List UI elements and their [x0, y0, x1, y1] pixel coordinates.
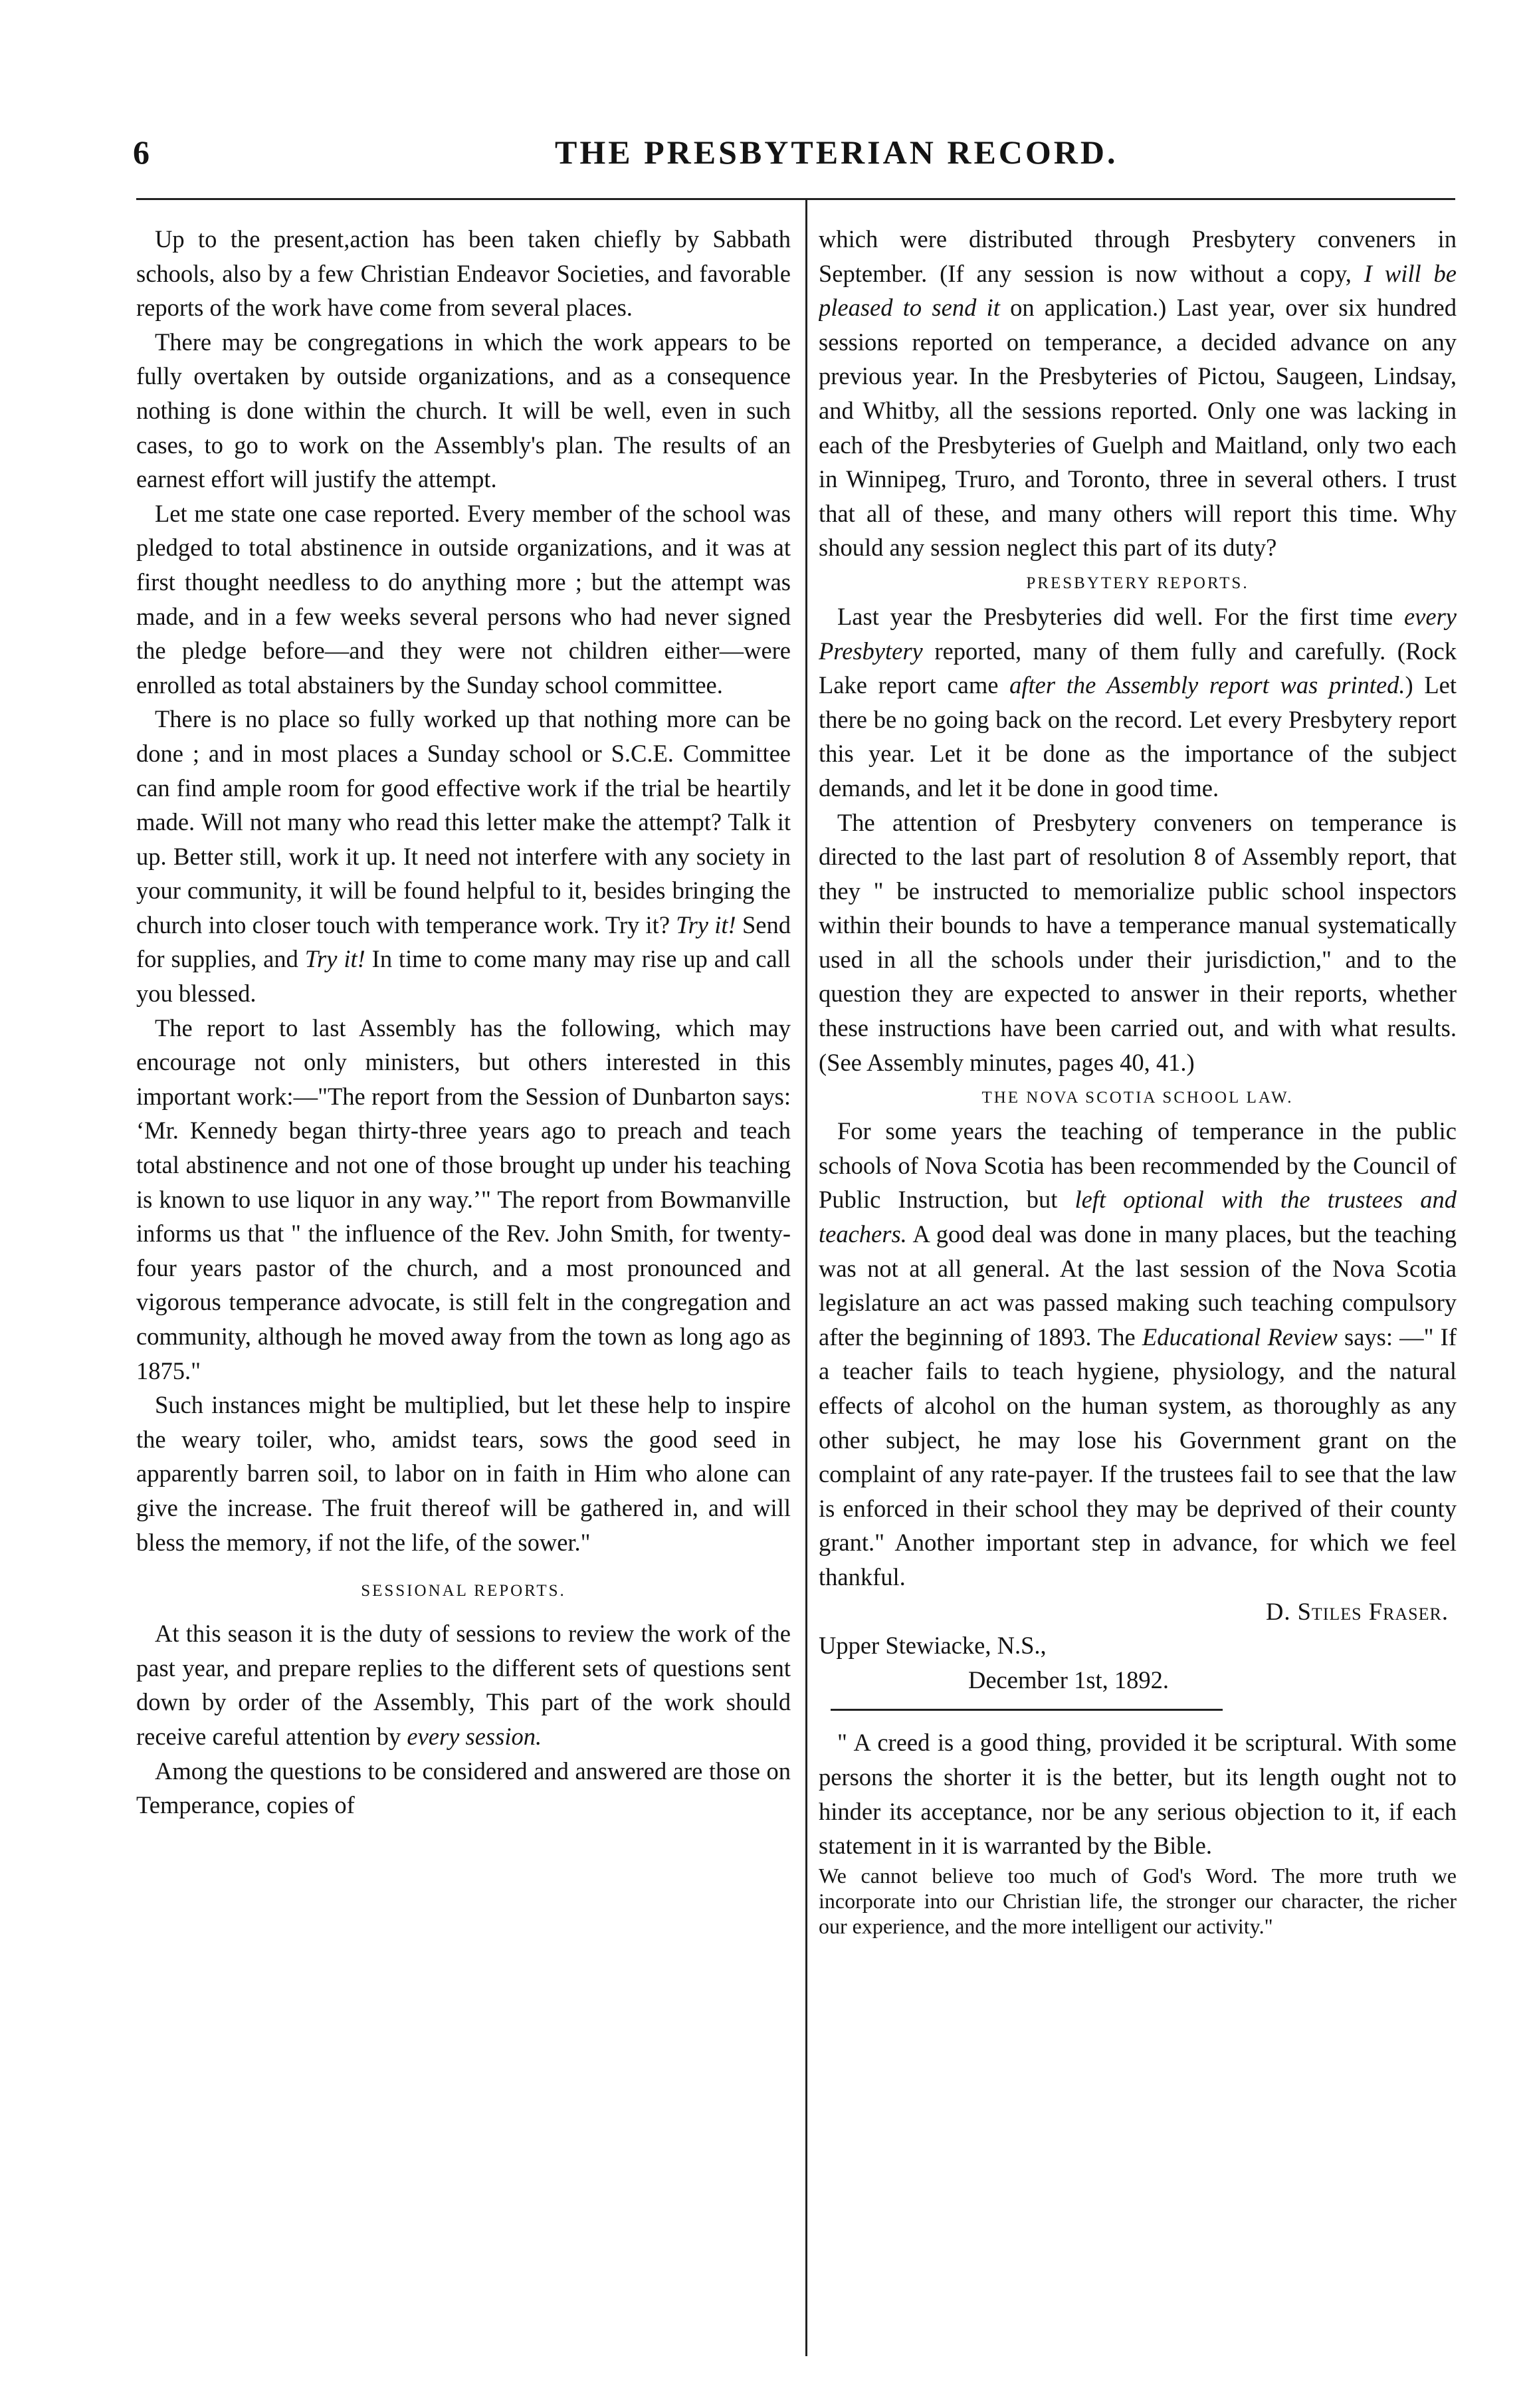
- text-run: For some years the teaching of temperance in the public schools of Nova Scotia has been recommended by the Council of Public Instruction, but: [819, 1117, 1457, 1214]
- emphasis: I will be pleased to send it: [819, 259, 1457, 322]
- left-column: [136, 222, 791, 2369]
- section-divider: [831, 1709, 1223, 1711]
- dateline-place: Upper Stewiacke, N.S.,: [819, 1632, 1047, 1660]
- text-run: A good deal was done in many places, but the teaching was not at all general. At the last session of the Nova Scotia legislature an act was passed making such teaching compulsory after the beginning of 1893. The: [819, 1220, 1457, 1351]
- text-run: says: —" If a teacher fails to teach hygiene, physiology, and the natural effects of alcohol on the human system, as thoroughly as any other subject, he may lose his Government grant on the complaint of any rate-payer. If the trustees fail to see that the law is enforced in their school they may be deprived of their county grant." Another important step in advance, for which we feel thankful.: [819, 1323, 1457, 1590]
- dateline-date: December 1st, 1892.: [968, 1666, 1170, 1694]
- page-header: [133, 126, 1455, 186]
- section-heading-sessional-reports: SESSIONAL REPORTS.: [361, 1582, 566, 1600]
- quotation-continued: We cannot believe too much of God's Word. The more truth we incorporate into our Christian life, the stronger our character, the richer our experience, and the more intelligent our activity.": [819, 1863, 1457, 1938]
- text-run: reported, many of them fully and carefully. (Rock Lake report came: [819, 637, 1457, 699]
- quotation: " A creed is a good thing, provided it be scriptural. With some persons the shorter it is the better, but its length ought not to hinder its acceptance, nor be any serious objection to it, if each statement in it is warranted by the Bible.: [819, 1729, 1457, 1860]
- emphasis: Try it!: [304, 945, 365, 973]
- paragraph: Up to the present,action has been taken chiefly by Sabbath schools, also by a few Christian Endeavor Societies, and favorable reports of the work have come from several places.: [136, 225, 791, 322]
- paragraph: There may be congregations in which the work appears to be fully overtaken by outside organizations, and as a consequence nothing is done within the church. It will be well, even in such cases, to go to work on the Assembly's plan. The results of an earnest effort will justify the attempt.: [136, 328, 791, 493]
- paragraph: [136, 1616, 791, 1753]
- section-heading-presbytery-reports: PRESBYTERY REPORTS.: [1026, 574, 1249, 592]
- text-run: ) Let there be no going back on the record. Let every Presbytery report this year. Let it be done as the importance of the subject demands, and let it be done in good time.: [819, 671, 1457, 802]
- paragraph: The attention of Presbytery conveners on temperance is directed to the last part of resolution 8 of Assembly report, that they " be instructed to memorialize public school inspectors within their bounds to have a temperance manual systematically used in all the schools under their jurisdiction," and to the question they are expected to answer in their reports, whether these instructions have been carried out, and with what results. (See Assembly minutes, pages 40, 41.): [819, 808, 1457, 1076]
- text-run: which were distributed through Presbytery conveners in September. (If any session is now without a copy,: [819, 225, 1457, 287]
- section-heading-nova-scotia-school-law: THE NOVA SCOTIA SCHOOL LAW.: [981, 1089, 1294, 1107]
- text-run: In time to come many may rise up and call you blessed.: [136, 945, 791, 1008]
- column-divider: [805, 199, 807, 2356]
- author-signature: D. Stiles Fraser.: [1265, 1597, 1449, 1625]
- emphasis: every Presbytery: [819, 602, 1457, 665]
- emphasis: Try it!: [676, 911, 736, 938]
- paragraph: [819, 1114, 1457, 1594]
- emphasis: left optional with the trustees and teachers.: [819, 1186, 1457, 1248]
- text-run: on application.) Last year, over six hundred sessions reported on temperance, a decided advance on any previous year. In the Presbyteries of Pictou, Saugeen, Lindsay, and Whitby, all the sessions reported. Only one was lacking in each of the Presbyteries of Guelph and Maitland, only two each in Winnipeg, Truro, and Toronto, three in several others. I trust that all of these, and many others will report this time. Why should any session neglect this part of its duty?: [819, 294, 1457, 562]
- paragraph: Such instances might be multiplied, but let these help to inspire the weary toiler, who, amidst tears, sows the good seed in apparently barren soil, to labor on in faith in Him who alone can give the increase. The fruit thereof will be gathered in, and will bless the memory, if not the life, of the sower.": [136, 1391, 791, 1556]
- right-column: [819, 222, 1457, 2369]
- page-number: 6: [133, 134, 150, 171]
- paragraph: [136, 702, 791, 1010]
- paragraph: [819, 222, 1457, 565]
- paragraph: Let me state one case reported. Every member of the school was pledged to total abstinence in outside organizations, and it was at first thought needless to do anything more ; but the attempt was made, and in a few weeks several persons who had never signed the pledge before—and they were not children either—were enrolled as total abstainers by the Sunday school committee.: [136, 499, 791, 699]
- text-run: There is no place so fully worked up that nothing more can be done ; and in most places a Sunday school or S.C.E. Committee can find ample room for good effective work if the trial be heartily made. Will not many who read this letter make the attempt? Talk it up. Better still, work it up. It need not interfere with any society in your community, it will be found helpful to it, besides bringing the church into closer touch with temperance work. Try it?: [136, 705, 791, 938]
- text-run: Send for supplies, and: [136, 911, 791, 973]
- paragraph: The report to last Assembly has the following, which may encourage not only ministers, but others interested in this important work:—"The report from the Session of Dunbarton says: ‘Mr. Kennedy began thirty-three years ago to preach and teach total abstinence and not one of those brought up under his teaching is known to use liquor in any way.’" The report from Bowmanville informs us that " the influence of the Rev. John Smith, for twenty-four years pastor of the church, and a most pronounced and vigorous temperance advocate, is still felt in the congregation and community, although he moved away from the town as long ago as 1875.": [136, 1014, 791, 1384]
- paragraph: [819, 600, 1457, 806]
- paragraph: Among the questions to be considered and answered are those on Temperance, copies of: [136, 1757, 791, 1819]
- header-rule: [136, 198, 1455, 200]
- text-run: At this season it is the duty of sessions to review the work of the past year, and prepare replies to the different sets of questions sent down by order of the Assembly, This part of the work should receive careful attention by: [136, 1620, 791, 1750]
- emphasis: after the Assembly report was printed.: [1009, 671, 1405, 699]
- text-run: Last year the Presbyteries did well. For the first time: [837, 602, 1404, 630]
- emphasis: every session.: [407, 1722, 542, 1750]
- emphasis: Educational Review: [1142, 1323, 1338, 1351]
- running-title: THE PRESBYTERIAN RECORD.: [555, 134, 1118, 171]
